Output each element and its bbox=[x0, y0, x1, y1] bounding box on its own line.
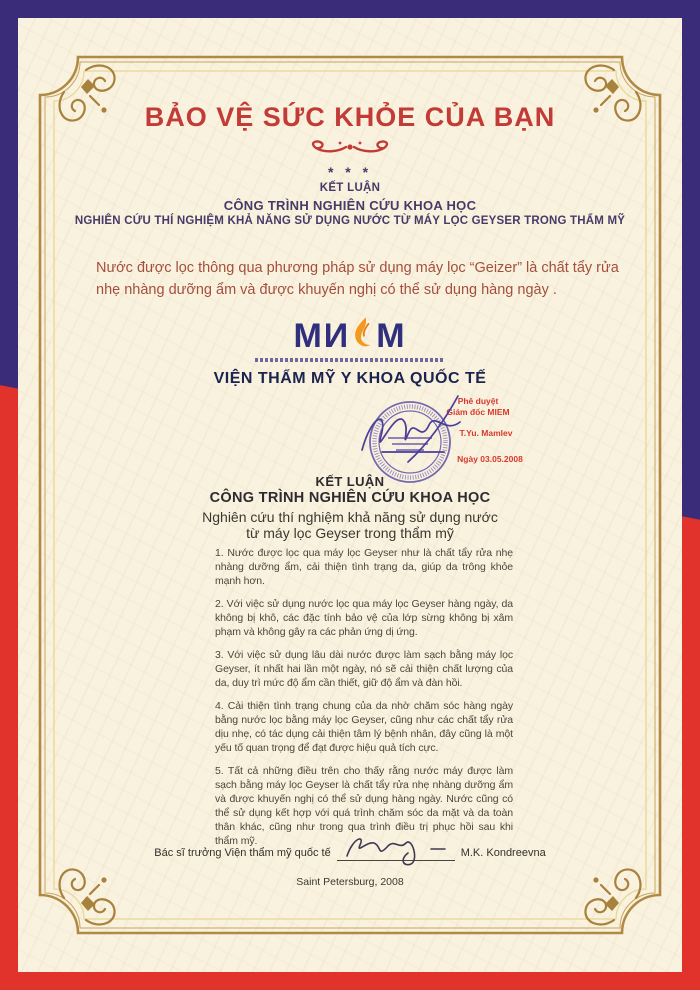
logo-letters-left: МИ bbox=[293, 316, 351, 355]
conclusion-paragraphs bbox=[215, 546, 513, 857]
signature-line bbox=[337, 838, 455, 861]
paragraph-5: 5. Tất cả những điều trên cho thấy rằng nước máy được làm sạch bằng máy lọc Geyser là chất tẩy rửa nhẹ nhàng dưỡng ẩm và được khuyến nghị có thể sử dụng hàng ngày. Nước cũng có thể sử dụng kết hợp với quá trình chăm sóc da mặt và da toàn thân khác, cũng như trong qua trình điều trị phục hồi sau khi thẩm mỹ. bbox=[215, 765, 513, 847]
paragraph-1: 1. Nước được lọc qua máy lọc Geyser như là chất tẩy rửa nhẹ nhàng dưỡng ẩm, cải thiện tình trạng da, giúp da trông khỏe mạnh hơn. bbox=[215, 547, 513, 587]
paragraph-3: 3. Với việc sử dụng lâu dài nước được làm sạch bằng máy lọc Geyser, ít nhất hai lần một ngày, nó sẽ cải thiện chất lượng của da, duy trì mức độ ẩm cần thiết, giữ độ ẩm và đàn hồi. bbox=[215, 649, 513, 689]
signer-name: M.K. Kondreevna bbox=[460, 847, 546, 859]
institute-name: VIỆN THẨM MỸ Y KHOA QUỐC TẾ bbox=[213, 370, 487, 387]
paragraph-2: 2. Với việc sử dụng nước lọc qua máy lọc Geyser hàng ngày, da không bị khô, các đặc tính bảo vệ của lớp sừng không bị xâm phạm và không gây ra các phản ứng dị ứng. bbox=[215, 598, 513, 638]
logo-letters-right: М bbox=[376, 316, 407, 355]
stamp-signature-scrawl bbox=[362, 396, 460, 462]
kicker-line-1: KẾT LUẬN bbox=[319, 182, 381, 194]
conclusion-heading-1: KẾT LUẬN bbox=[315, 474, 385, 489]
approval-line-1: Phê duyệt bbox=[457, 396, 499, 406]
logo-flame-icon bbox=[352, 316, 374, 355]
stars-separator: * * * bbox=[327, 164, 373, 180]
title-flourish-icon bbox=[18, 138, 682, 161]
approval-line-2: Giám đốc MIEM bbox=[446, 407, 510, 418]
kicker-line-3: NGHIÊN CỨU THÍ NGHIỆM KHẢ NĂNG SỬ DỤNG NƯỚC TỪ MÁY LỌC GEYSER TRONG THẨM MỸ bbox=[74, 215, 626, 227]
miem-logo bbox=[18, 316, 682, 355]
approval-date: Ngày 03.05.2008 bbox=[457, 454, 523, 464]
signature-row bbox=[18, 838, 682, 861]
logo-tagline bbox=[255, 358, 445, 362]
intro-paragraph: Nước được lọc thông qua phương pháp sử dụng máy lọc “Geizer” là chất tẩy rửa nhẹ nhàng dưỡng ẩm và được khuyến nghị có thể sử dụng hàng ngày . bbox=[96, 260, 619, 298]
approval-signer: T.Yu. Mamlev bbox=[459, 428, 513, 438]
signature-label: Bác sĩ trưởng Viện thẩm mỹ quốc tế bbox=[154, 847, 331, 859]
kicker-line-2: CÔNG TRÌNH NGHIÊN CỨU KHOA HỌC bbox=[223, 198, 477, 213]
conclusion-subtitle-1: Nghiên cứu thí nghiệm khả năng sử dụng nước bbox=[202, 509, 498, 525]
page-title: BẢO VỆ SỨC KHỎE CỦA BẠN bbox=[144, 102, 556, 132]
conclusion-subtitle-2: từ máy lọc Geyser trong thẩm mỹ bbox=[246, 525, 454, 541]
conclusion-heading-2: CÔNG TRÌNH NGHIÊN CỨU KHOA HỌC bbox=[209, 490, 491, 506]
paragraph-4: 4. Cải thiện tình trạng chung của da nhờ chăm sóc hàng ngày bằng nước lọc bằng máy lọc Geyser, cũng như các chất tẩy rửa dịu nhẹ, có tác dụng cải thiện tâm lý bệnh nhân, đây cũng là một yếu tố quan trọng để đạt được hiệu quả tích cực. bbox=[215, 700, 513, 754]
place-year: Saint Petersburg, 2008 bbox=[296, 876, 404, 888]
doctor-signature-icon bbox=[339, 832, 453, 866]
certificate-paper bbox=[18, 18, 682, 972]
